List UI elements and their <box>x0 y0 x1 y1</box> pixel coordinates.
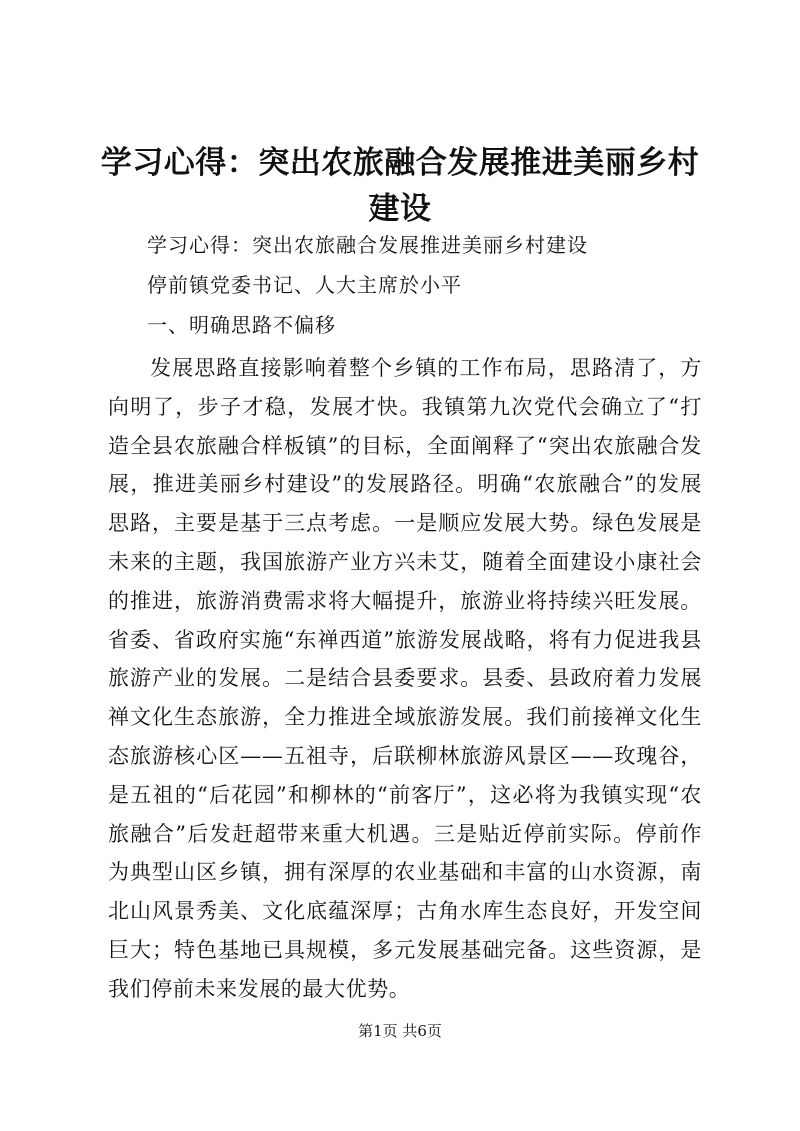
author-line: 停前镇党委书记、人大主席於小平 <box>147 273 462 297</box>
page-footer: 第1页 共6页 <box>358 1022 442 1040</box>
document-title: 学习心得：突出农旅融合发展推进美丽乡村建设 <box>100 145 700 227</box>
body-paragraph: 发展思路直接影响着整个乡镇的工作布局，思路清了，方向明了，步子才稳，发展才快。我镇第九次党代会确立了“打造全县农旅融合样板镇”的目标，全面阐释了“突出农旅融合发展，推进美丽乡村建设”的发展路径。明确“农旅融合”的发展思路，主要是基于三点考虑。一是顺应发展大势。绿色发展是未来的主题，我国旅游产业方兴未艾，随着全面建设小康社会的推进，旅游消费需求将大幅提升，旅游业将持续兴旺发展。省委、省政府实施“东禅西道”旅游发展战略，将有力促进我县旅游产业的发展。二是结合县委要求。县委、县政府着力发展禅文化生态旅游，全力推进全域旅游发展。我们前接禅文化生态旅游核心区——五祖寺，后联柳林旅游风景区——玫瑰谷，是五祖的“后花园”和柳林的“前客厅”，这必将为我镇实现“农旅融合”后发赶超带来重大机遇。三是贴近停前实际。停前作为典型山区乡镇，拥有深厚的农业基础和丰富的山水资源，南北山风景秀美、文化底蕴深厚；古角水库生态良好，开发空间巨大；特色基地已具规模，多元发展基础完备。这些资源，是我们停前未来发展的最大优势。 <box>108 356 702 1001</box>
document-subtitle: 学习心得：突出农旅融合发展推进美丽乡村建设 <box>147 233 588 257</box>
section-heading: 一、明确思路不偏移 <box>147 313 336 337</box>
